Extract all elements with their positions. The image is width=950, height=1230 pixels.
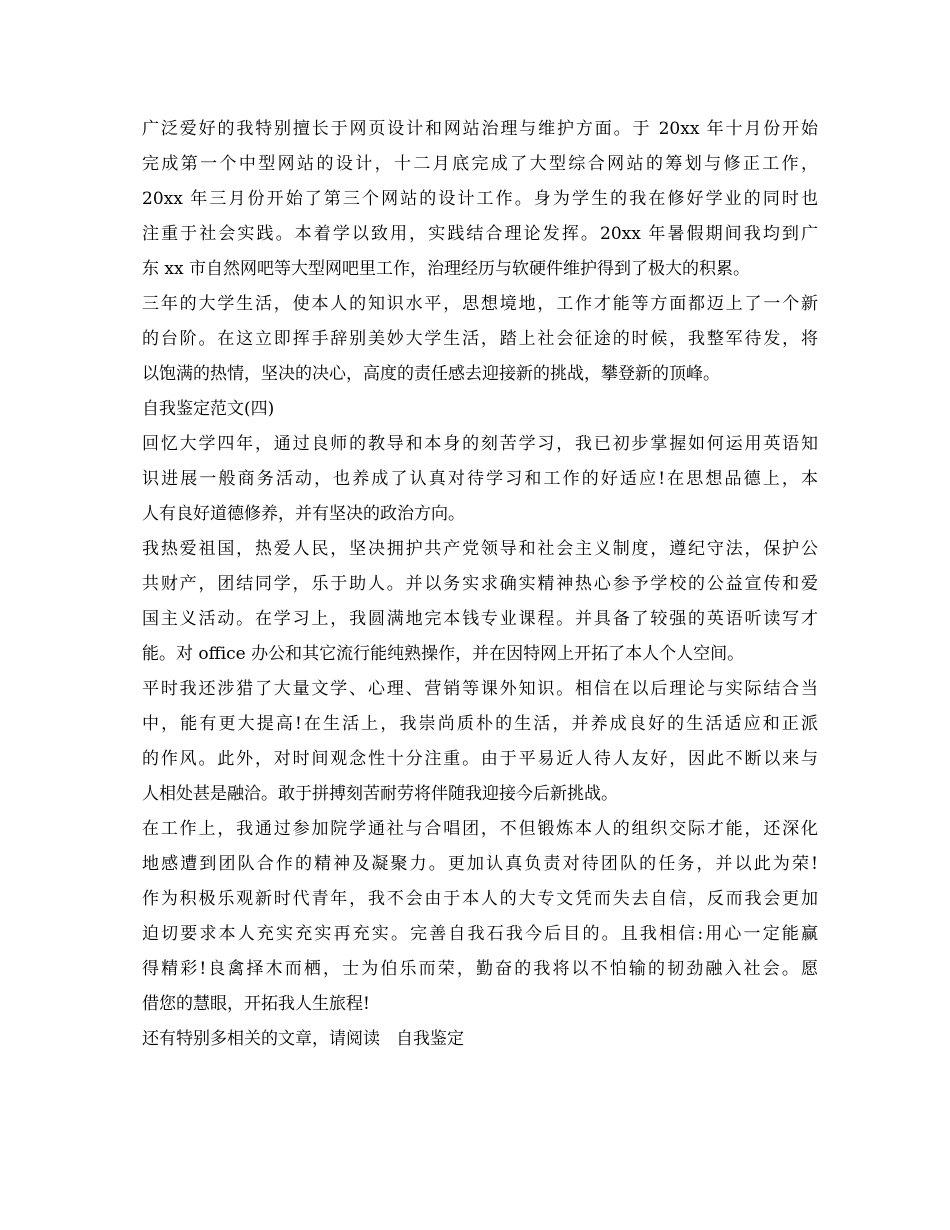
text-line: 地感遭到团队合作的精神及凝聚力。更加认真负责对待团队的任务，并以此为荣!: [142, 854, 818, 874]
related-articles-line: [142, 1022, 818, 1057]
text-line: 的台阶。在这立即挥手辞别美妙大学生活，踏上社会征途的时候，我整军待发，将: [142, 329, 818, 349]
document-body: [142, 112, 818, 1057]
text-line: 自我鉴定范文(四): [142, 399, 275, 419]
text-line: 人有良好道德修养，并有坚决的政治方向。: [142, 504, 465, 524]
related-articles-text: 还有特别多相关的文章，请阅读: [142, 1029, 380, 1049]
text-line: 作为积极乐观新时代青年，我不会由于本人的大专文凭而失去自信，反而我会更加: [142, 889, 818, 909]
text-line: 以饱满的热情，坚决的决心，高度的责任感去迎接新的挑战，攀登新的顶峰。: [142, 364, 720, 384]
text-line: 20xx 年三月份开始了第三个网站的设计工作。身为学生的我在修好学业的同时也: [142, 189, 818, 209]
text-line: 的作风。此外，对时间观念性十分注重。由于平易近人待人友好，因此不断以来与: [142, 749, 818, 769]
text-line: 中，能有更大提高!在生活上，我崇尚质朴的生活，并养成良好的生活适应和正派: [142, 714, 818, 734]
text-line: 东 xx 市自然网吧等大型网吧里工作，治理经历与软硬件维护得到了极大的积累。: [142, 259, 750, 279]
text-line: 得精彩!良禽择木而栖，士为伯乐而荣，勤奋的我将以不怕输的韧劲融入社会。愿: [142, 959, 818, 979]
text-line: 注重于社会实践。本着学以致用，实践结合理论发挥。20xx 年暑假期间我均到广: [142, 224, 818, 244]
text-line: 三年的大学生活，使本人的知识水平，思想境地，工作才能等方面都迈上了一个新: [142, 294, 818, 314]
text-line: 迫切要求本人充实充实再充实。完善自我石我今后目的。且我相信:用心一定能赢: [142, 924, 818, 944]
text-line: 能。对 office 办公和其它流行能纯熟操作，并在因特网上开拓了本人个人空间。: [142, 644, 745, 664]
text-line: 我热爱祖国，热爱人民，坚决拥护共产党领导和社会主义制度，遵纪守法，保护公: [142, 539, 818, 559]
text-line: 在工作上，我通过参加院学通社与合唱团，不但锻炼本人的组织交际才能，还深化: [142, 819, 818, 839]
text-line: 广泛爱好的我特别擅长于网页设计和网站治理与维护方面。于 20xx 年十月份开始: [142, 119, 818, 139]
text-line: 国主义活动。在学习上，我圆满地完本钱专业课程。并具备了较强的英语听读写才: [142, 609, 818, 629]
text-line: 共财产，团结同学，乐于助人。并以务实求确实精神热心参予学校的公益宣传和爱: [142, 574, 818, 594]
related-article-link[interactable]: 自我鉴定: [396, 1029, 464, 1049]
text-line: 借您的慧眼，开拓我人生旅程!: [142, 994, 370, 1014]
text-line: 平时我还涉猎了大量文学、心理、营销等课外知识。相信在以后理论与实际结合当: [142, 679, 818, 699]
text-line: 完成第一个中型网站的设计，十二月底完成了大型综合网站的筹划与修正工作，: [142, 154, 818, 174]
text-line: 识进展一般商务活动，也养成了认真对待学习和工作的好适应!在思想品德上，本: [142, 469, 818, 489]
text-line: 人相处甚是融洽。敢于拼搏刻苦耐劳将伴随我迎接今后新挑战。: [142, 784, 618, 804]
text-line: 回忆大学四年，通过良师的教导和本身的刻苦学习，我已初步掌握如何运用英语知: [142, 434, 818, 454]
